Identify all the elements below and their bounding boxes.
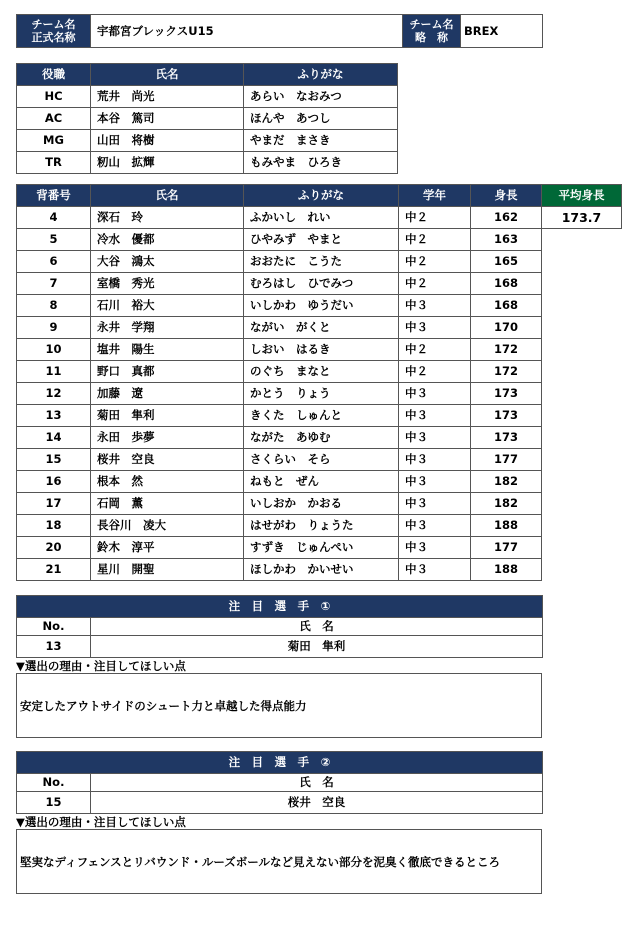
featured-name: 桜井 空良 xyxy=(91,792,543,814)
player-header-kana: ふりがな xyxy=(244,185,399,207)
player-grade: 中２ xyxy=(399,251,471,273)
player-name: 永田 歩夢 xyxy=(91,427,244,449)
player-row xyxy=(17,537,542,559)
player-kana: ねもと ぜん xyxy=(244,471,399,493)
staff-name: 山田 将樹 xyxy=(91,130,244,152)
player-row xyxy=(17,449,542,471)
player-row xyxy=(17,339,542,361)
team-name-label: チーム名 正式名称 xyxy=(17,15,91,48)
player-name: 長谷川 凌大 xyxy=(91,515,244,537)
player-number: 12 xyxy=(17,383,91,405)
player-height: 177 xyxy=(471,537,542,559)
player-row xyxy=(17,383,542,405)
featured-title: 注 目 選 手 ① xyxy=(17,596,543,618)
player-kana: すずき じゅんぺい xyxy=(244,537,399,559)
player-row xyxy=(17,251,542,273)
featured-name-label: 氏 名 xyxy=(91,618,543,636)
staff-kana: あらい なおみつ xyxy=(244,86,398,108)
player-number: 17 xyxy=(17,493,91,515)
player-kana: ひやみず やまと xyxy=(244,229,399,251)
player-kana: むろはし ひでみつ xyxy=(244,273,399,295)
player-number: 6 xyxy=(17,251,91,273)
reason-caption: ▼選出の理由・注目してほしい点 xyxy=(16,815,186,829)
player-kana: ながい がくと xyxy=(244,317,399,339)
player-name: 鈴木 淳平 xyxy=(91,537,244,559)
player-grade: 中３ xyxy=(399,317,471,339)
player-height: 182 xyxy=(471,493,542,515)
team-abbr-value: BREX xyxy=(461,15,543,48)
player-grade: 中３ xyxy=(399,295,471,317)
player-height: 162 xyxy=(471,207,542,229)
player-name: 深石 玲 xyxy=(91,207,244,229)
staff-name: 籾山 拡輝 xyxy=(91,152,244,174)
player-height: 165 xyxy=(471,251,542,273)
staff-kana: やまだ まさき xyxy=(244,130,398,152)
player-number: 21 xyxy=(17,559,91,581)
player-height: 172 xyxy=(471,361,542,383)
player-name: 野口 真都 xyxy=(91,361,244,383)
player-name: 永井 学翔 xyxy=(91,317,244,339)
player-grade: 中３ xyxy=(399,559,471,581)
player-number: 15 xyxy=(17,449,91,471)
player-name: 大谷 鴻太 xyxy=(91,251,244,273)
staff-row xyxy=(17,152,398,174)
staff-kana: もみやま ひろき xyxy=(244,152,398,174)
player-number: 11 xyxy=(17,361,91,383)
featured-no-label: No. xyxy=(17,774,91,792)
player-name: 星川 開聖 xyxy=(91,559,244,581)
player-height: 182 xyxy=(471,471,542,493)
player-row xyxy=(17,317,542,339)
player-name: 根本 然 xyxy=(91,471,244,493)
player-row xyxy=(17,405,542,427)
player-height: 172 xyxy=(471,339,542,361)
staff-role: MG xyxy=(17,130,91,152)
featured-no: 15 xyxy=(17,792,91,814)
player-header-name: 氏名 xyxy=(91,185,244,207)
player-grade: 中２ xyxy=(399,339,471,361)
player-name: 冷水 優都 xyxy=(91,229,244,251)
player-kana: ほしかわ かいせい xyxy=(244,559,399,581)
player-kana: かとう りょう xyxy=(244,383,399,405)
player-kana: いしおか かおる xyxy=(244,493,399,515)
player-kana: はせがわ りょうた xyxy=(244,515,399,537)
player-row xyxy=(17,273,542,295)
player-grade: 中２ xyxy=(399,207,471,229)
staff-header-kana: ふりがな xyxy=(244,64,398,86)
staff-row xyxy=(17,130,398,152)
player-height: 188 xyxy=(471,515,542,537)
player-name: 石川 裕大 xyxy=(91,295,244,317)
featured-name-label: 氏 名 xyxy=(91,774,543,792)
reason-text: 堅実なディフェンスとリバウンド・ルーズボールなど見えない部分を泥臭く徹底できるところ xyxy=(16,829,542,894)
player-number: 20 xyxy=(17,537,91,559)
featured-player-1 xyxy=(16,595,542,738)
player-number: 5 xyxy=(17,229,91,251)
player-row xyxy=(17,493,542,515)
player-table xyxy=(16,184,542,581)
featured-name: 菊田 隼利 xyxy=(91,636,543,658)
staff-name: 本谷 篤司 xyxy=(91,108,244,130)
player-header-number: 背番号 xyxy=(17,185,91,207)
player-height: 170 xyxy=(471,317,542,339)
featured-no: 13 xyxy=(17,636,91,658)
featured-player-table xyxy=(16,751,543,814)
player-name: 室橋 秀光 xyxy=(91,273,244,295)
player-kana: きくた しゅんと xyxy=(244,405,399,427)
player-kana: おおたに こうた xyxy=(244,251,399,273)
player-kana: のぐち まなと xyxy=(244,361,399,383)
player-height: 168 xyxy=(471,273,542,295)
average-height-box xyxy=(541,184,622,229)
team-info-table xyxy=(16,14,543,48)
team-name-value: 宇都宮ブレックスU15 xyxy=(91,15,403,48)
player-number: 16 xyxy=(17,471,91,493)
player-row xyxy=(17,427,542,449)
player-height: 163 xyxy=(471,229,542,251)
player-grade: 中３ xyxy=(399,383,471,405)
player-row xyxy=(17,229,542,251)
staff-header-name: 氏名 xyxy=(91,64,244,86)
player-row xyxy=(17,515,542,537)
staff-role: TR xyxy=(17,152,91,174)
player-number: 9 xyxy=(17,317,91,339)
featured-no-label: No. xyxy=(17,618,91,636)
player-row xyxy=(17,295,542,317)
player-kana: ながた あゆむ xyxy=(244,427,399,449)
player-name: 石岡 薫 xyxy=(91,493,244,515)
player-name: 桜井 空良 xyxy=(91,449,244,471)
staff-table xyxy=(16,63,398,174)
player-grade: 中３ xyxy=(399,515,471,537)
staff-kana: ほんや あつし xyxy=(244,108,398,130)
player-grade: 中３ xyxy=(399,427,471,449)
player-number: 18 xyxy=(17,515,91,537)
player-row xyxy=(17,361,542,383)
player-name: 加藤 遼 xyxy=(91,383,244,405)
player-height: 173 xyxy=(471,405,542,427)
featured-title: 注 目 選 手 ② xyxy=(17,752,543,774)
player-row xyxy=(17,207,542,229)
player-number: 14 xyxy=(17,427,91,449)
player-height: 173 xyxy=(471,383,542,405)
reason-caption: ▼選出の理由・注目してほしい点 xyxy=(16,659,186,673)
player-row xyxy=(17,471,542,493)
staff-name: 荒井 尚光 xyxy=(91,86,244,108)
player-number: 8 xyxy=(17,295,91,317)
player-grade: 中３ xyxy=(399,493,471,515)
player-grade: 中３ xyxy=(399,537,471,559)
player-number: 7 xyxy=(17,273,91,295)
player-grade: 中２ xyxy=(399,273,471,295)
player-height: 168 xyxy=(471,295,542,317)
staff-row xyxy=(17,108,398,130)
player-height: 173 xyxy=(471,427,542,449)
player-kana: いしかわ ゆうだい xyxy=(244,295,399,317)
player-grade: 中３ xyxy=(399,405,471,427)
featured-player-2 xyxy=(16,751,542,894)
player-name: 菊田 隼利 xyxy=(91,405,244,427)
player-header-height: 身長 xyxy=(471,185,542,207)
player-grade: 中３ xyxy=(399,449,471,471)
player-name: 塩井 陽生 xyxy=(91,339,244,361)
staff-row xyxy=(17,86,398,108)
player-number: 10 xyxy=(17,339,91,361)
average-height-label: 平均身長 xyxy=(542,185,622,207)
player-header-grade: 学年 xyxy=(399,185,471,207)
player-kana: しおい はるき xyxy=(244,339,399,361)
player-kana: ふかいし れい xyxy=(244,207,399,229)
staff-role: AC xyxy=(17,108,91,130)
player-height: 177 xyxy=(471,449,542,471)
player-grade: 中２ xyxy=(399,229,471,251)
player-height: 188 xyxy=(471,559,542,581)
featured-player-table xyxy=(16,595,543,658)
player-number: 4 xyxy=(17,207,91,229)
player-kana: さくらい そら xyxy=(244,449,399,471)
player-row xyxy=(17,559,542,581)
average-height-value: 173.7 xyxy=(542,207,622,229)
team-abbr-label: チーム名 略 称 xyxy=(403,15,461,48)
player-number: 13 xyxy=(17,405,91,427)
player-grade: 中３ xyxy=(399,471,471,493)
staff-header-role: 役職 xyxy=(17,64,91,86)
player-grade: 中２ xyxy=(399,361,471,383)
staff-role: HC xyxy=(17,86,91,108)
reason-text: 安定したアウトサイドのシュート力と卓越した得点能力 xyxy=(16,673,542,738)
